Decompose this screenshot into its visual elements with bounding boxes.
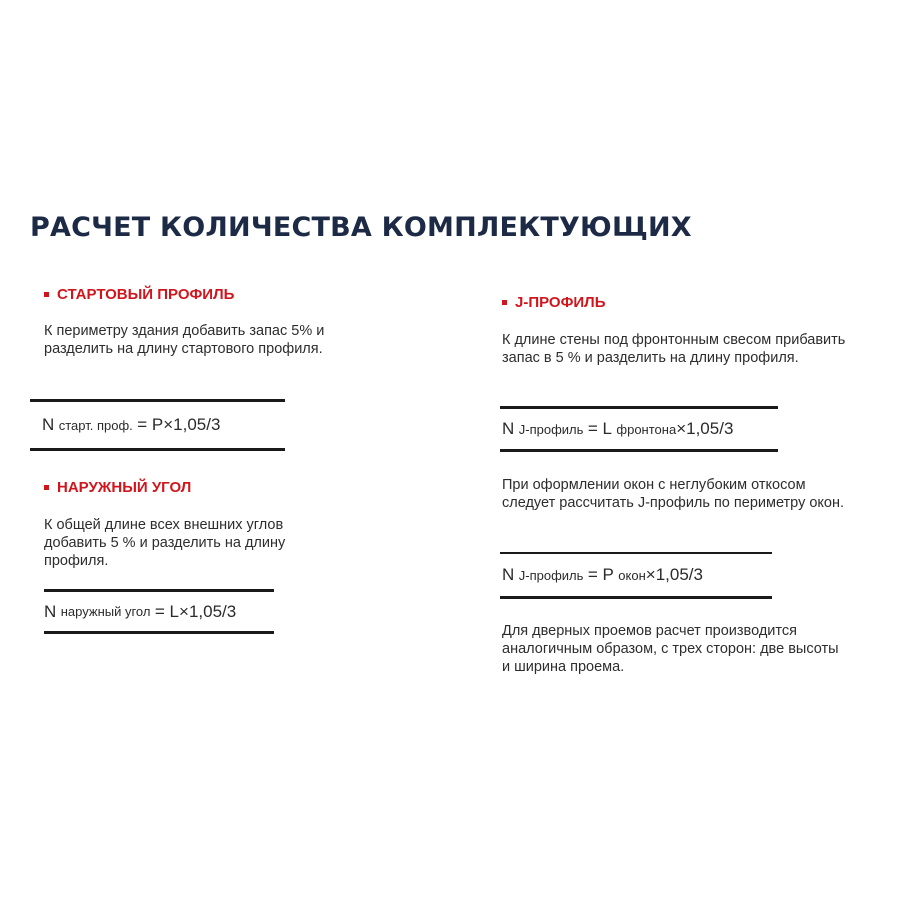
formula-subscript: J-профиль — [518, 421, 584, 437]
formula-expression: = P×1,05/3 — [137, 415, 221, 434]
formula-expression: ×1,05/3 — [645, 565, 703, 584]
bullet-icon — [502, 300, 507, 305]
formula-equals: = P — [587, 565, 614, 584]
j-profile-heading — [502, 294, 605, 311]
formula-subscript: наружный угол — [60, 604, 151, 619]
doors-text: Для дверных проемов расчет производится аналогичным образом, с трех сторон: две высоты и ширина проема. — [502, 623, 839, 675]
start-profile-formula — [30, 399, 285, 451]
page-title: РАСЧЕТ КОЛИЧЕСТВА КОМПЛЕКТУЮЩИХ — [30, 212, 692, 243]
outer-corner-formula — [44, 589, 274, 634]
formula-equals: = L — [587, 419, 612, 438]
bullet-icon — [44, 485, 49, 490]
outer-corner-text: К общей длине всех внешних углов добавить 5 % и разделить на длину профиля. — [44, 517, 286, 569]
start-profile-text: К периметру здания добавить запас 5% и разделить на длину стартового профиля. — [44, 323, 325, 357]
formula-expression: ×1,05/3 — [676, 419, 734, 438]
formula-expression: = L×1,05/3 — [154, 601, 237, 621]
start-profile-heading-text: СТАРТОВЫЙ ПРОФИЛЬ — [57, 286, 235, 303]
j-profile-formula-windows — [500, 552, 772, 599]
formula-subscript: старт. проф. — [58, 417, 133, 433]
start-profile-heading — [44, 286, 234, 303]
formula-n: N — [502, 419, 515, 438]
j-profile-heading-text: J-ПРОФИЛЬ — [515, 294, 606, 311]
formula-n: N — [42, 415, 55, 434]
j-profile-formula-gable — [500, 406, 778, 452]
outer-corner-heading-text: НАРУЖНЫЙ УГОЛ — [57, 479, 192, 496]
formula-n: N — [502, 565, 515, 584]
formula-subscript-2: фронтона — [616, 421, 677, 437]
formula-subscript: J-профиль — [518, 567, 584, 583]
j-profile-text: К длине стены под фронтонным свесом прибавить запас в 5 % и разделить на длину профиля. — [502, 332, 846, 366]
windows-text: При оформлении окон с неглубоким откосом следует рассчитать J-профиль по периметру окон. — [502, 477, 845, 511]
formula-subscript-2: окон — [618, 567, 646, 583]
outer-corner-heading — [44, 479, 191, 496]
bullet-icon — [44, 292, 49, 297]
formula-n: N — [44, 601, 57, 621]
